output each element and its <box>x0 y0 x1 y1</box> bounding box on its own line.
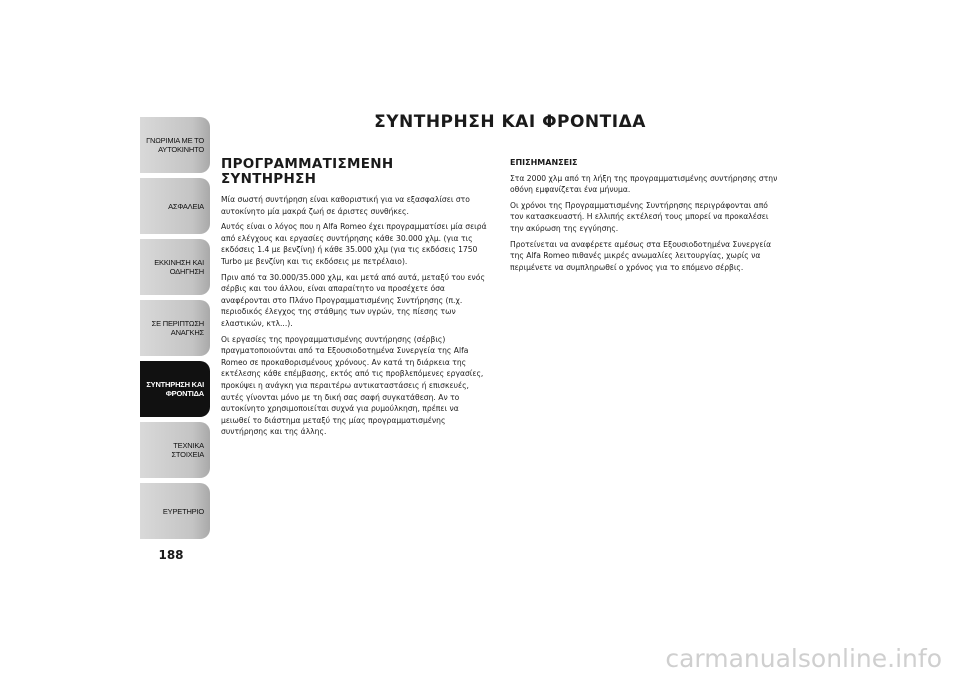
notes-heading: ΕΠΙΣΗΜΑΝΣΕΙΣ <box>510 158 578 167</box>
paragraph: Προτείνεται να αναφέρετε αμέσως στα Εξουσιοδοτημένα Συνεργεία της Alfa Romeo πιθανές μικρές ανωμαλίες λειτουργίας, χωρίς να περιμένετε να συμπληρωθεί ο χρόνος για το επόμενο σέρβις. <box>510 239 772 272</box>
tab-getting-to-know[interactable] <box>140 117 210 173</box>
paragraph: Οι εργασίες της προγραμματισμένης συντήρησης (σέρβις) πραγματοποιούνται από τα Εξουσιοδοτημένα Συνεργεία της Alfa Romeo σε προκαθορισμένους χρόνους. Αν κατά τη διάρκεια της εκτέλεσης κάθε επέμβασης, εκτός από τις προβλεπόμενες εργασίες, προκύψει η ανάγκη για περαιτέρω αντικαταστάσεις ή επισκευές, αυτές γίνονται μόνο με τη δική σας σαφή συγκατάθεση. Αν το αυτοκίνητο χρησιμοποιείται συχνά για ρυμούλκηση, πρέπει να μειωθεί το διάστημα μεταξύ της μίας προγραμματισμένης συντήρησης και της άλλης. <box>221 334 484 437</box>
tab-label: ΣΥΝΤΗΡΗΣΗ ΚΑΙ ΦΡΟΝΤΙΔΑ <box>146 380 204 398</box>
tab-label: ΕΥΡΕΤΗΡΙΟ <box>162 506 204 516</box>
tab-safety[interactable] <box>140 178 210 234</box>
tab-label: ΣΕ ΠΕΡΙΠΤΩΣΗ ΑΝΑΓΚΗΣ <box>151 319 204 337</box>
paragraph: Μία σωστή συντήρηση είναι καθοριστική για να εξασφαλίσει στο αυτοκίνητο μία μακρά ζωή σε άριστες συνθήκες. <box>221 195 470 216</box>
watermark: carmanualsonline.info <box>665 644 942 673</box>
paragraph: Στα 2000 χλμ από τη λήξη της προγραμματισμένης συντήρησης στην οθόνη εμφανίζεται ένα μήνυμα. <box>510 173 778 195</box>
paragraph: Αυτός είναι ο λόγος που η Alfa Romeo έχει προγραμματίσει μία σειρά από ελέγχους και εργασίες συντήρησης κάθε 30.000 χλμ. (για τις εκδόσεις 1.4 με βενζίνη) ή κάθε 35.000 χλμ (για τις εκδόσεις 1750 Turbo με βενζίνη και τις εκδόσεις με πετρέλαιο). <box>221 222 487 266</box>
tab-label: ΕΚΚΙΝΗΣΗ ΚΑΙ ΟΔΗΓΗΣΗ <box>154 258 204 276</box>
tab-emergency[interactable] <box>140 300 210 356</box>
tab-label: ΓΝΩΡΙΜΙΑ ΜΕ ΤΟ ΑΥΤΟΚΙΝΗΤΟ <box>146 136 204 154</box>
section-title: ΠΡΟΓΡΑΜΜΑΤΙΣΜΕΝΗ ΣΥΝΤΗΡΗΣΗ <box>221 156 394 187</box>
tab-technical-data[interactable] <box>140 422 210 478</box>
tab-index[interactable] <box>140 483 210 539</box>
tab-starting-driving[interactable] <box>140 239 210 295</box>
tab-maintenance-care[interactable] <box>140 361 210 417</box>
page-number: 188 <box>158 548 184 562</box>
right-column <box>510 157 780 277</box>
left-column <box>221 157 489 442</box>
paragraph: Πριν από τα 30.000/35.000 χλμ, και μετά από αυτά, μεταξύ του ενός σέρβις και του άλλου, είναι απαραίτητο να προσέχετε όσα αναφέρονται στο Πλάνο Προγραμματισμένης Συντήρησης (π.χ. περιοδικός έλεγχος της στάθμης των υγρών, της πίεσης των ελαστικών, κτλ...). <box>221 272 485 328</box>
tab-label: ΑΣΦΑΛΕΙΑ <box>168 201 204 211</box>
page-title: ΣΥΝΤΗΡΗΣΗ ΚΑΙ ΦΡΟΝΤΙΔΑ <box>374 112 646 132</box>
paragraph: Οι χρόνοι της Προγραμματισμένης Συντήρησης περιγράφονται από τον κατασκευαστή. Η ελλιπής εκτέλεσή τους μπορεί να προκαλέσει την ακύρωση της εγγύησης. <box>510 200 769 233</box>
chapter-tabs <box>140 117 210 544</box>
tab-label: ΤΕΧΝΙΚΑ ΣΤΟΙΧΕΙΑ <box>171 441 204 459</box>
